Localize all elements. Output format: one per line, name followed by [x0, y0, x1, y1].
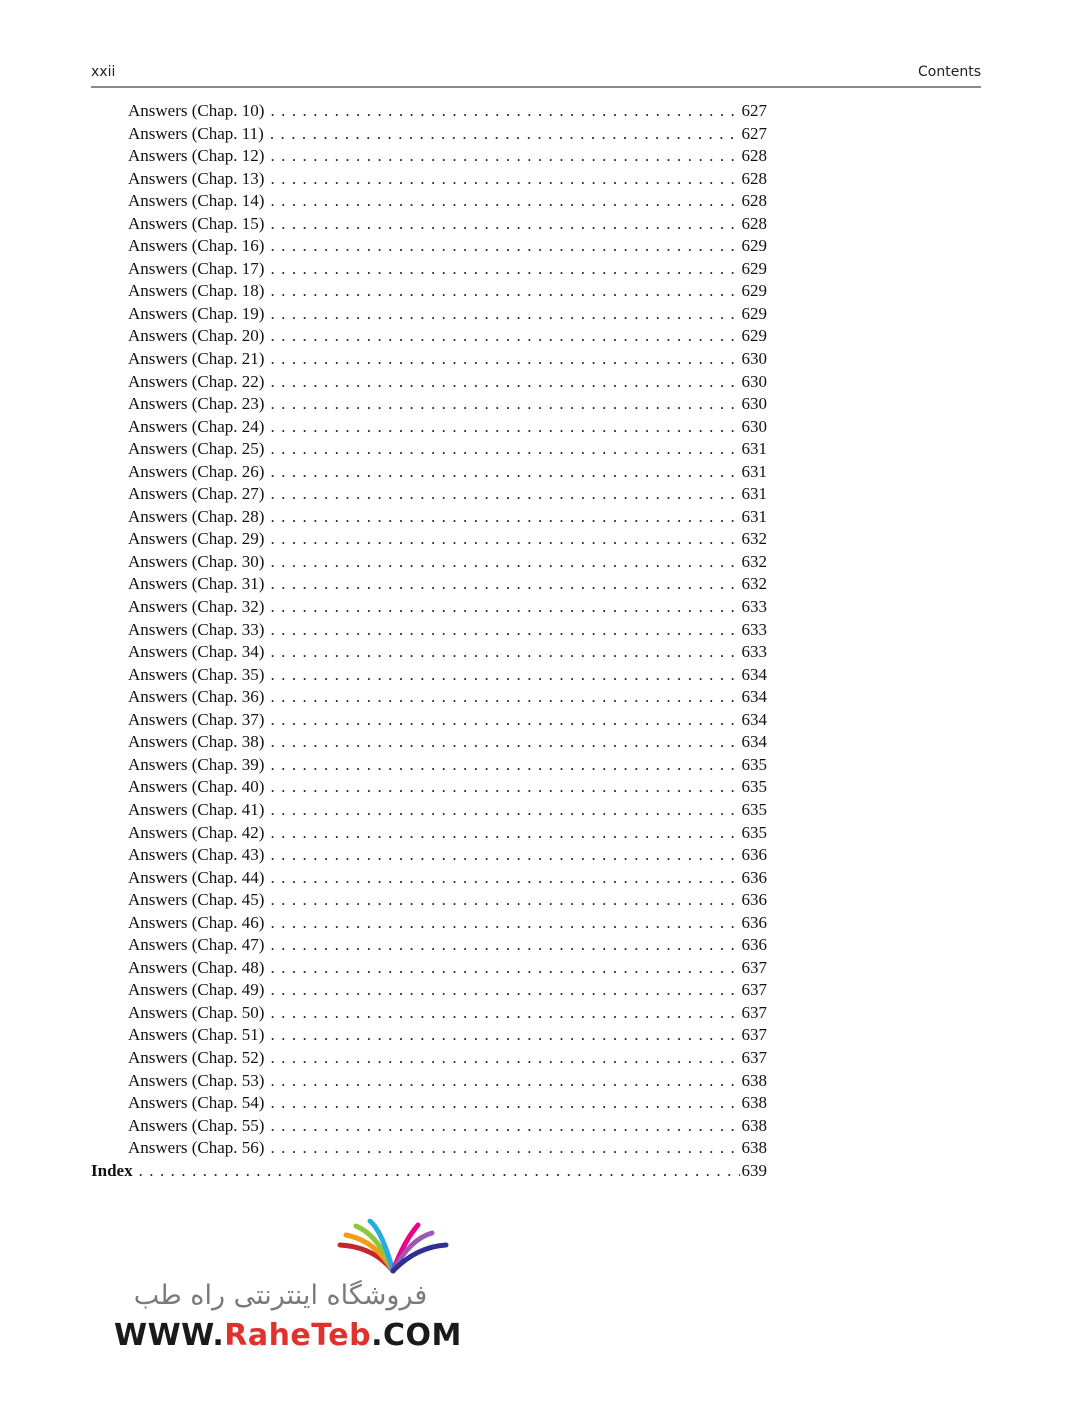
toc-entry-page: 630 [741, 371, 767, 391]
toc-entry-label: Answers (Chap. 46) [128, 912, 265, 932]
toc-entry-page: 639 [741, 1160, 767, 1180]
dot-leader [270, 799, 739, 822]
toc-entry [91, 280, 767, 303]
toc-entry [91, 776, 767, 799]
toc-entry-label: Answers (Chap. 33) [128, 619, 265, 639]
toc-entry-label: Index [91, 1160, 133, 1180]
toc-entry-page: 634 [741, 709, 767, 729]
toc-entry [91, 867, 767, 890]
toc-entry-label: Answers (Chap. 26) [128, 461, 265, 481]
toc-entry-page: 636 [741, 935, 767, 955]
toc-entry-label: Answers (Chap. 54) [128, 1093, 265, 1113]
toc-entry [91, 123, 767, 146]
toc-entry-page: 633 [741, 619, 767, 639]
watermark-logo [108, 1215, 462, 1365]
dot-leader [270, 303, 739, 326]
toc-entry-label: Answers (Chap. 20) [128, 326, 265, 346]
toc-entry-page: 635 [741, 799, 767, 819]
toc-entry-label: Answers (Chap. 47) [128, 935, 265, 955]
toc-entry-page: 632 [741, 551, 767, 571]
toc-entry-page: 634 [741, 664, 767, 684]
toc-entry [91, 596, 767, 619]
dot-leader [270, 979, 739, 1002]
dot-leader [270, 1002, 739, 1025]
toc-entry-page: 634 [741, 732, 767, 752]
toc-entry-label: Answers (Chap. 16) [128, 236, 265, 256]
dot-leader [270, 371, 739, 394]
dot-leader [270, 100, 739, 123]
toc-entry-label: Answers (Chap. 22) [128, 371, 265, 391]
toc-entry [91, 371, 767, 394]
toc-entry [91, 506, 767, 529]
toc-entry-label: Answers (Chap. 39) [128, 754, 265, 774]
toc-entry-page: 638 [741, 1093, 767, 1113]
toc-entry-label: Answers (Chap. 30) [128, 551, 265, 571]
toc-entry [91, 799, 767, 822]
toc-entry [91, 258, 767, 281]
dot-leader [270, 822, 739, 845]
dot-leader [270, 1070, 739, 1093]
toc-entry-page: 633 [741, 642, 767, 662]
toc-entry-page: 628 [741, 146, 767, 166]
toc-entry [91, 957, 767, 980]
toc-entry [91, 483, 767, 506]
toc-entry [91, 573, 767, 596]
table-of-contents [91, 100, 767, 1182]
toc-entry-page: 631 [741, 461, 767, 481]
dot-leader [270, 145, 739, 168]
url-suffix: .COM [371, 1318, 462, 1353]
dot-leader [270, 1092, 739, 1115]
toc-entry-page: 631 [741, 439, 767, 459]
toc-entry-label: Answers (Chap. 27) [128, 484, 265, 504]
dot-leader [270, 754, 739, 777]
dot-leader [270, 1024, 739, 1047]
toc-entry-page: 627 [741, 101, 767, 120]
toc-entry [91, 325, 767, 348]
toc-entry [91, 393, 767, 416]
toc-entry [91, 145, 767, 168]
toc-entry-label: Answers (Chap. 24) [128, 416, 265, 436]
toc-entry-label: Answers (Chap. 38) [128, 732, 265, 752]
toc-entry [91, 1024, 767, 1047]
dot-leader [270, 889, 739, 912]
dot-leader [270, 325, 739, 348]
toc-entry [91, 934, 767, 957]
dot-leader [270, 912, 739, 935]
running-header [91, 62, 981, 86]
dot-leader [270, 483, 739, 506]
dot-leader [270, 664, 739, 687]
dot-leader [270, 461, 739, 484]
toc-entry [91, 1002, 767, 1025]
toc-entry [91, 1070, 767, 1093]
toc-entry-label: Answers (Chap. 44) [128, 867, 265, 887]
dot-leader [270, 957, 739, 980]
header-rule [91, 86, 981, 88]
toc-entry-page: 638 [741, 1115, 767, 1135]
toc-entry-page: 628 [741, 168, 767, 188]
dot-leader [270, 686, 739, 709]
toc-entry [91, 822, 767, 845]
toc-entry [91, 190, 767, 213]
dot-leader [270, 190, 739, 213]
toc-entry-label: Answers (Chap. 50) [128, 1002, 265, 1022]
toc-entry-label: Answers (Chap. 41) [128, 799, 265, 819]
toc-entry-label: Answers (Chap. 11) [128, 123, 264, 143]
toc-entry-page: 633 [741, 597, 767, 617]
dot-leader [270, 213, 739, 236]
toc-entry-label: Answers (Chap. 53) [128, 1070, 265, 1090]
toc-entry-page: 635 [741, 822, 767, 842]
toc-entry [91, 303, 767, 326]
toc-entry-page: 628 [741, 213, 767, 233]
toc-entry-label: Answers (Chap. 12) [128, 146, 265, 166]
toc-entry [91, 686, 767, 709]
store-url [114, 1318, 462, 1353]
toc-entry-label: Answers (Chap. 28) [128, 506, 265, 526]
dot-leader [270, 123, 740, 146]
toc-entry [91, 731, 767, 754]
toc-entry-page: 637 [741, 1025, 767, 1045]
dot-leader [270, 1047, 739, 1070]
toc-entry-label: Answers (Chap. 43) [128, 845, 265, 865]
toc-entry-label: Answers (Chap. 25) [128, 439, 265, 459]
dot-leader [270, 709, 739, 732]
toc-entry-label: Answers (Chap. 37) [128, 709, 265, 729]
toc-entry-page: 636 [741, 912, 767, 932]
dot-leader [270, 506, 739, 529]
dot-leader [270, 619, 739, 642]
toc-entry [91, 213, 767, 236]
toc-entry-label: Answers (Chap. 15) [128, 213, 265, 233]
toc-entry-page: 638 [741, 1138, 767, 1158]
toc-entry [91, 754, 767, 777]
toc-entry-label: Answers (Chap. 34) [128, 642, 265, 662]
toc-entry-label: Answers (Chap. 40) [128, 777, 265, 797]
page-number: xxii [91, 64, 116, 80]
toc-entry [91, 551, 767, 574]
toc-entry-page: 635 [741, 777, 767, 797]
url-brand: RaheTeb [224, 1318, 372, 1353]
dot-leader [270, 438, 739, 461]
toc-entry-label: Answers (Chap. 42) [128, 822, 265, 842]
toc-entry-page: 632 [741, 529, 767, 549]
toc-entry [91, 235, 767, 258]
toc-entry-label: Answers (Chap. 36) [128, 687, 265, 707]
toc-entry-label: Answers (Chap. 55) [128, 1115, 265, 1135]
dot-leader [270, 1115, 739, 1138]
toc-entry [91, 438, 767, 461]
toc-entry-label: Answers (Chap. 52) [128, 1047, 265, 1067]
toc-entry-page: 630 [741, 416, 767, 436]
toc-entry-page: 632 [741, 574, 767, 594]
toc-entry-label: Answers (Chap. 29) [128, 529, 265, 549]
toc-entry-label: Answers (Chap. 17) [128, 258, 265, 278]
store-name-persian: فروشگاه اینترنتی راه طب [133, 1280, 428, 1311]
toc-entry-label: Answers (Chap. 19) [128, 303, 265, 323]
open-book-icon [334, 1219, 452, 1275]
dot-leader [270, 393, 739, 416]
toc-entry-label: Answers (Chap. 21) [128, 349, 265, 369]
dot-leader [139, 1160, 740, 1183]
toc-entry-page: 638 [741, 1070, 767, 1090]
toc-entry-page: 629 [741, 258, 767, 278]
toc-entry-label: Answers (Chap. 23) [128, 394, 265, 414]
toc-entry [91, 1047, 767, 1070]
dot-leader [270, 348, 739, 371]
toc-entry [91, 664, 767, 687]
toc-entry-label: Answers (Chap. 49) [128, 980, 265, 1000]
toc-entry-label: Answers (Chap. 14) [128, 191, 265, 211]
toc-entry-page: 629 [741, 281, 767, 301]
toc-entry-page: 637 [741, 1047, 767, 1067]
toc-entry-label: Answers (Chap. 18) [128, 281, 265, 301]
toc-entry-page: 629 [741, 326, 767, 346]
section-title: Contents [918, 64, 981, 80]
dot-leader [270, 731, 739, 754]
toc-entry [91, 912, 767, 935]
dot-leader [270, 867, 739, 890]
toc-entry [91, 1115, 767, 1138]
dot-leader [270, 934, 739, 957]
toc-entry [91, 619, 767, 642]
toc-entry-label: Answers (Chap. 45) [128, 890, 265, 910]
toc-entry-page: 627 [741, 123, 767, 143]
dot-leader [270, 280, 739, 303]
toc-entry-label: Answers (Chap. 31) [128, 574, 265, 594]
toc-entry [91, 1160, 767, 1183]
dot-leader [270, 573, 739, 596]
toc-entry-page: 631 [741, 506, 767, 526]
toc-entry-label: Answers (Chap. 48) [128, 957, 265, 977]
toc-entry-label: Answers (Chap. 13) [128, 168, 265, 188]
toc-entry-page: 636 [741, 890, 767, 910]
toc-entry [91, 100, 767, 123]
dot-leader [270, 596, 739, 619]
toc-entry [91, 641, 767, 664]
dot-leader [270, 168, 739, 191]
toc-entry [91, 844, 767, 867]
toc-entry-page: 631 [741, 484, 767, 504]
dot-leader [270, 551, 739, 574]
toc-entry-page: 637 [741, 957, 767, 977]
dot-leader [270, 235, 739, 258]
toc-entry [91, 1137, 767, 1160]
toc-entry-page: 629 [741, 303, 767, 323]
toc-entry-page: 637 [741, 1002, 767, 1022]
toc-entry [91, 889, 767, 912]
toc-entry-page: 634 [741, 687, 767, 707]
toc-entry-page: 636 [741, 867, 767, 887]
toc-entry [91, 461, 767, 484]
toc-entry [91, 1092, 767, 1115]
toc-entry-page: 630 [741, 394, 767, 414]
toc-entry-page: 629 [741, 236, 767, 256]
toc-entry-label: Answers (Chap. 10) [128, 101, 265, 120]
toc-entry [91, 709, 767, 732]
dot-leader [270, 1137, 739, 1160]
toc-entry-label: Answers (Chap. 32) [128, 597, 265, 617]
toc-entry [91, 979, 767, 1002]
toc-entry-page: 637 [741, 980, 767, 1000]
toc-entry [91, 348, 767, 371]
dot-leader [270, 258, 739, 281]
toc-entry-label: Answers (Chap. 51) [128, 1025, 265, 1045]
toc-entry-label: Answers (Chap. 56) [128, 1138, 265, 1158]
dot-leader [270, 528, 739, 551]
toc-entry [91, 168, 767, 191]
toc-entry [91, 528, 767, 551]
toc-entry [91, 416, 767, 439]
dot-leader [270, 844, 739, 867]
toc-entry-page: 635 [741, 754, 767, 774]
toc-entry-page: 628 [741, 191, 767, 211]
toc-entry-page: 636 [741, 845, 767, 865]
dot-leader [270, 641, 739, 664]
dot-leader [270, 416, 739, 439]
toc-entry-label: Answers (Chap. 35) [128, 664, 265, 684]
url-prefix: WWW. [114, 1318, 225, 1353]
toc-entry-page: 630 [741, 349, 767, 369]
dot-leader [270, 776, 739, 799]
